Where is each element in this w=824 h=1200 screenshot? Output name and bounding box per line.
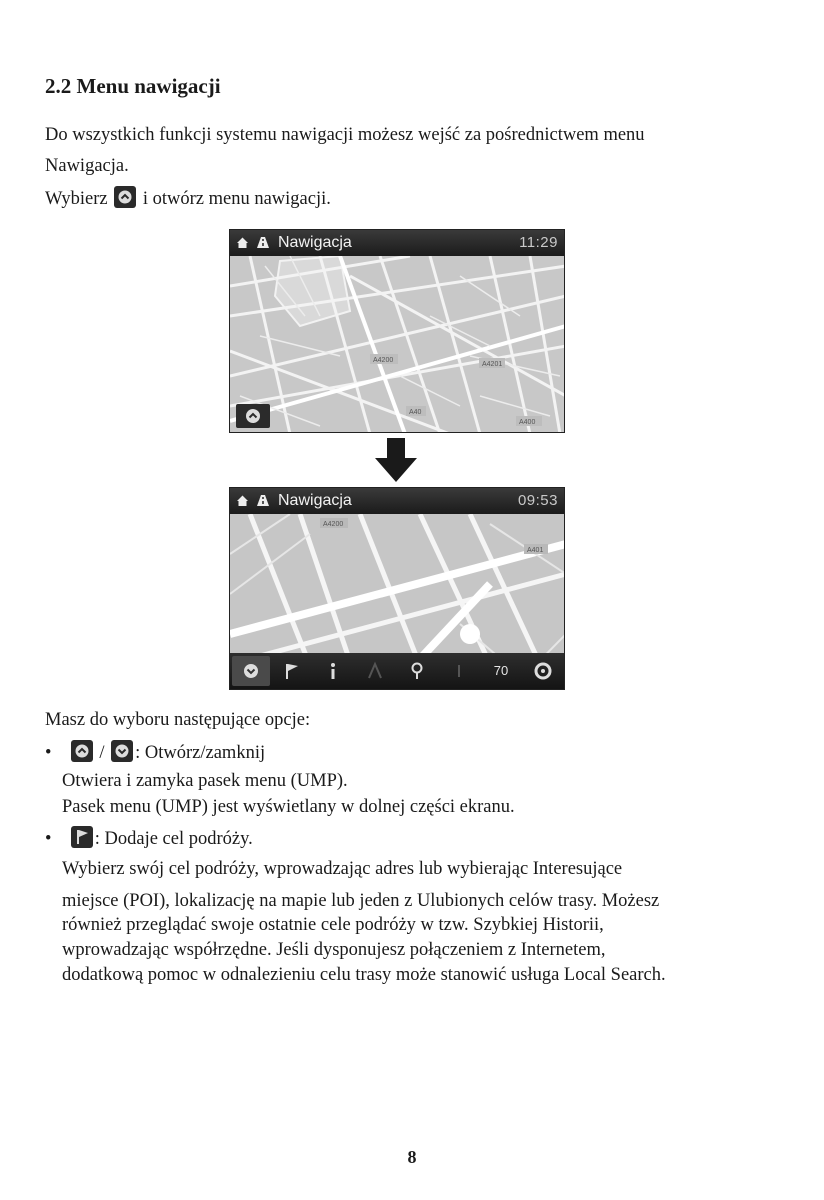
screen-title: Nawigacja <box>278 492 352 509</box>
screen-title-bar <box>230 488 564 514</box>
bullet-text-line: dodatkową pomoc w odnalezieniu celu trasy może stanowić usługa Local Search. <box>62 965 666 985</box>
chevron-up-icon <box>71 740 93 762</box>
home-icon[interactable] <box>236 236 249 249</box>
bullet-add-destination <box>45 826 253 850</box>
options-intro: Masz do wyboru następujące opcje: <box>45 710 311 730</box>
bullet-title: : Otwórz/zamknij <box>135 743 266 763</box>
road-icon <box>256 494 270 507</box>
road-label: A40 <box>409 409 422 416</box>
bullet-text-line: wprowadzając współrzędne. Jeśli dysponujesz połączeniem z Internetem, <box>62 940 606 960</box>
intro-line-3-prefix: Wybierz <box>45 189 108 209</box>
ump-menu-bar <box>230 653 564 689</box>
menu-open-button[interactable] <box>236 404 270 428</box>
divider-icon <box>440 656 478 686</box>
road-icon <box>256 236 270 249</box>
info-button[interactable] <box>314 656 352 686</box>
arrow-down-icon <box>375 438 417 482</box>
bullet-text-line: Otwiera i zamyka pasek menu (UMP). <box>62 771 348 791</box>
divider <box>440 656 478 686</box>
places-button[interactable] <box>398 656 436 686</box>
icon-separator: / <box>99 743 105 763</box>
nav-screen-before <box>229 229 565 433</box>
chevron-up-icon <box>236 404 270 428</box>
add-destination-button[interactable] <box>272 656 310 686</box>
section-heading: 2.2 Menu nawigacji <box>45 74 221 98</box>
info-icon <box>314 656 352 686</box>
clock: 11:29 <box>519 234 558 251</box>
road-label: A4200 <box>323 521 344 528</box>
screen-title-bar <box>230 230 564 256</box>
screen-title: Nawigacja <box>278 234 352 251</box>
nav-screen-after <box>229 487 565 690</box>
road-label: A400 <box>519 419 536 426</box>
map-view-before[interactable] <box>230 256 564 432</box>
bullet-text-line: Wybierz swój cel podróży, wprowadzając adres lub wybierając Interesujące <box>62 859 623 879</box>
page-number: 8 <box>407 1147 417 1167</box>
speed-limit-label: 70 <box>493 663 509 678</box>
pin-icon <box>398 656 436 686</box>
route-button[interactable] <box>356 656 394 686</box>
flag-icon <box>71 826 93 848</box>
bullet-mark: • <box>45 829 52 849</box>
intro-line-2: Nawigacja. <box>45 156 129 176</box>
road-label: A4201 <box>482 361 503 368</box>
bullet-open-close <box>45 740 265 764</box>
road-label: A4200 <box>373 357 394 364</box>
bullet-text-line: Pasek menu (UMP) jest wyświetlany w dolnej części ekranu. <box>62 797 515 817</box>
flag-icon <box>272 656 310 686</box>
road-label: A401 <box>527 547 544 554</box>
route-icon <box>356 656 394 686</box>
menu-close-button[interactable] <box>232 656 270 686</box>
bullet-title: : Dodaje cel podróży. <box>94 829 253 849</box>
bullet-text-line: miejsce (POI), lokalizację na mapie lub jeden z Ulubionych celów trasy. Możesz <box>62 891 660 911</box>
intro-line-3-suffix: i otwórz menu nawigacji. <box>142 189 331 209</box>
speed-limit-button[interactable] <box>482 656 520 686</box>
settings-icon <box>524 656 562 686</box>
chevron-down-icon <box>232 656 270 686</box>
settings-button[interactable] <box>524 656 562 686</box>
bullet-text-line: również przeglądać swoje ostatnie cele podróży w tzw. Szybkiej Historii, <box>62 915 604 935</box>
intro-line-1: Do wszystkich funkcji systemu nawigacji możesz wejść za pośrednictwem menu <box>45 125 645 145</box>
chevron-up-icon <box>114 186 136 208</box>
chevron-down-icon <box>111 740 133 762</box>
bullet-mark: • <box>45 743 52 763</box>
home-icon[interactable] <box>236 494 249 507</box>
clock: 09:53 <box>517 492 558 509</box>
intro-line-3 <box>45 186 331 210</box>
